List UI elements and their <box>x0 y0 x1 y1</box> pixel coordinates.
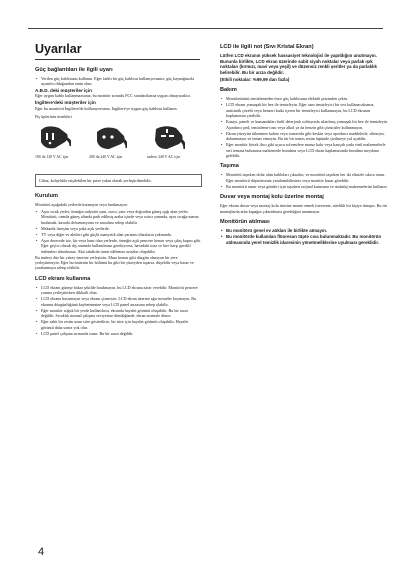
plug-caption-a: 100 ila 120 V AC için <box>35 154 69 159</box>
uk-text: Eğer bu monitörü İngiltere'de kullanıyorsanız, İngiltere'ye uygun güç kablosu kullanın. <box>35 105 178 111</box>
lcd-use-heading: LCD ekranı kullanma <box>35 275 91 282</box>
list-item: • TV veya diğer ev aletleri gibi güçlü manyetik alan yaratan cihazların yakınında. <box>41 232 202 237</box>
uk-title: İngiltere'deki müşteriler için <box>35 100 96 106</box>
plug-type-g-icon <box>151 124 185 152</box>
page-number: 4 <box>38 546 45 558</box>
list-item: • Aşırı sıcak yerler, örneğin radyatör yanı, ısıtıcı yanı veya doğrudan güneş ışığı alan yerler. Monitörü, camda güneş altında park edilmiş araba içinde veya ısıtıcı yanında, aşırı sıcağa maruz bırakmak, kasada deformasyona ve arızalara sebep olabilir. <box>41 209 202 225</box>
installation-list <box>35 209 202 254</box>
maintenance-heading: Bakım <box>220 87 237 94</box>
list-item: • Bu monitörde kullanılan flüoresan tüpte cıva bulunmaktadır. Bu monitörün atılmasında yerel temizlik idaresinin yönetmeliklerine uyulması gereklidir. <box>226 234 390 245</box>
lcd-note-text: Lütfen LCD ekranın yüksek hassasiyet teknolojisi ile yapıldığını unutmayın. Bununla birlikte, LCD ekran üzerinde sabit siyah noktalar veya parlak ışık noktaları (kırmızı, mavi veya yeşil) ve düzensiz renkli şeritler ya da parlaklık belirebilir. Bu bir arıza değildir. <box>220 53 377 75</box>
transport-list <box>220 172 390 189</box>
plug-examples-label: Fiş tiplerinin örnekleri <box>35 114 72 120</box>
list-item: • Verilen güç kablosunu kullanın. Eğer farklı bir güç kablosu kullanıyorsanız, güç kaynağınızla uyumlu olduğundan emin olun. <box>41 76 202 87</box>
usa-text: Eğer uygun kablo kullanmazsanız, bu monitör zorunlu FCC standartlarına uygun olmayacaktır. <box>35 93 191 99</box>
title-underline <box>35 59 200 60</box>
list-item: • Mekanik titreşim veya şoka açık yerlerde. <box>41 226 202 231</box>
plug-type-a-icon <box>37 124 71 152</box>
list-item: • Kasayı, paneli ve kumandaları hafif deterjanlı solüsyonla ıslatılmış yumuşak bir bez ile temizleyin. Aşındırıcı ped, temizleme tozu veya alkol ya da benzin gibi çözücüler kullanmayın. <box>226 119 390 130</box>
list-item: • Aşırı derecede toz, kir veya kum olan yerlerde, örneğin açık pencere kenarı veya çıkış kapısı gibi. Eğer geçici olarak dış ortamda kullanılması gerekiyorsa, havadaki toza ve kire karşı gerekli önlemleri almalısınız. Aksi takdirde tamir edilemez arızalar oluşabilir. <box>41 238 202 254</box>
plug-illustrations <box>35 124 202 170</box>
wall-mount-heading: Duvar veya montaj kolu üzerine montaj <box>220 194 324 201</box>
list-item: • LCD ekranı yumuşak bir bez ile temizleyin. Eğer cam temizleyici bir sıvı kullanacaksanız, antistatik çözelti veya benzeri katkı içeren bir temizleyici kullanmayın, bu LCD ekranın kaplamasını çizebilir. <box>226 102 390 118</box>
list-item: • LCD panel çalışma sırasında ısınır. Bu bir arıza değildir. <box>41 331 202 336</box>
list-item: • Bu monitörü genel ev atıkları ile birlikte atmayın. <box>226 228 390 234</box>
disposal-heading: Monitörün atılması <box>220 218 270 225</box>
top-rule <box>28 28 383 29</box>
transport-heading: Taşıma <box>220 163 239 170</box>
usa-title: A.B.D. deki müşteriler için <box>35 87 92 93</box>
installation-outro: Bu üniteyi düz bir yüzey üzerine yerleştirin. Masa kenarı gibi düzgün olmayan bir yere yerleştirmeyin. Eğer bu ünitenin bir bölümü bu gibi bir yüzeyden taşarsa, düşebilir veya hasar ve yaralanmaya sebep olabilir. <box>35 254 194 271</box>
disposal-list <box>220 228 390 245</box>
power-list <box>35 76 202 87</box>
plug-caption-c: 200 ila 240 V AC için <box>89 154 123 159</box>
plug-type-c-icon <box>93 124 127 152</box>
wall-mount-text: Eğer ekranı duvar veya montaj kolu üzerine monte etmek isterseniz, nitelikli bir kişiye danışın. Bu tür montajlarda arka kapağın çıkartılması gerektiğini unutmayın. <box>220 203 388 214</box>
left-column <box>35 62 202 337</box>
right-column <box>220 44 390 246</box>
list-item: • Ekran yüzeyini tükenmez kalem veya tornavida gibi keskin veya aşındırıcı maddelerle, silmeyin, dokunmayın ve temas etmeyin. Bu tür bir temas resim tüpünde çizilmeye yol açabilir. <box>226 131 390 142</box>
lcd-use-list <box>35 285 202 336</box>
lcd-note-heading: LCD ile ilgili not (Sıvı Kristal Ekran) <box>220 44 314 50</box>
list-item: • Eğer monitör böcek ilacı gibi uçucu solventlere maruz kalır veya kauçuk yada vinil malzemelerle sert temasa bulunursa malzemede bozulma veya LCD ekran kaplamasında bozulma meydana gelebilir. <box>226 142 390 158</box>
list-item: • Monitörünüzü temizlemeden önce güç kablosunu elektrik prizinden çekin. <box>226 96 390 101</box>
plug-caption-g: sadece 240 V AC için <box>147 154 180 159</box>
installation-intro: Monitörü aşağıdaki yerlerde kurmayın veya bırakmayın: <box>35 202 128 208</box>
installation-heading: Kurulum <box>35 193 58 200</box>
maintenance-list <box>220 96 390 158</box>
list-item: • LCD ekranı güneşe bakar şekilde bırakmayın, bu LCD ekrana zarar verebilir. Monitörü pencere yanına yerleştirirken dikkatli olun. <box>41 285 202 296</box>
outlet-note-box: Cihaz, kolaylıkla erişilebilen bir prize yakın olarak yerleştirilmelidir. <box>35 174 202 187</box>
list-item: • Eğer sabit bir resim uzun süre gösterilirse, bir süre için hayalet görüntü oluşabilir. Hayalet görüntü daha sonra yok olur. <box>41 319 202 330</box>
lcd-note-effective: (Etkili noktalar: %99,99 dan fazla) <box>220 76 290 82</box>
power-heading: Güç bağlantıları ile ilgili uyarı <box>35 67 113 73</box>
list-item: • Eğer monitör soğuk bir yerde kullanılırsa, ekranda hayalet görüntü oluşabilir. Bu bir arıza değildir. Sıcaklık normal çalışma seviyesine döndüğünde, ekran normale döner. <box>41 308 202 319</box>
list-item: • Bu monitörü tamir veya gönderi için taşırken orijinal kutusunu ve ambalaj malzemelerini kullanın. <box>226 184 390 189</box>
list-item: • Monitörü taşırken dolar alım kabloları çıkarılın, ve monitörü taşırken her iki elinizle sıkıca tutun. Eğer monitörü düşürürseniz yaralanabilirsiniz veya monitör hasar görebilir. <box>226 172 390 183</box>
list-item: • LCD ekrana basırmayın veya ekranı çizmeyin. LCD ekran üzerine ağır nesneler koymayın. Bu ekranın düzgünlüğünü kaybetmesine veya LCD panel arızasına sebep olabilir. <box>41 296 202 307</box>
page-title: Uyarılar <box>35 42 82 56</box>
